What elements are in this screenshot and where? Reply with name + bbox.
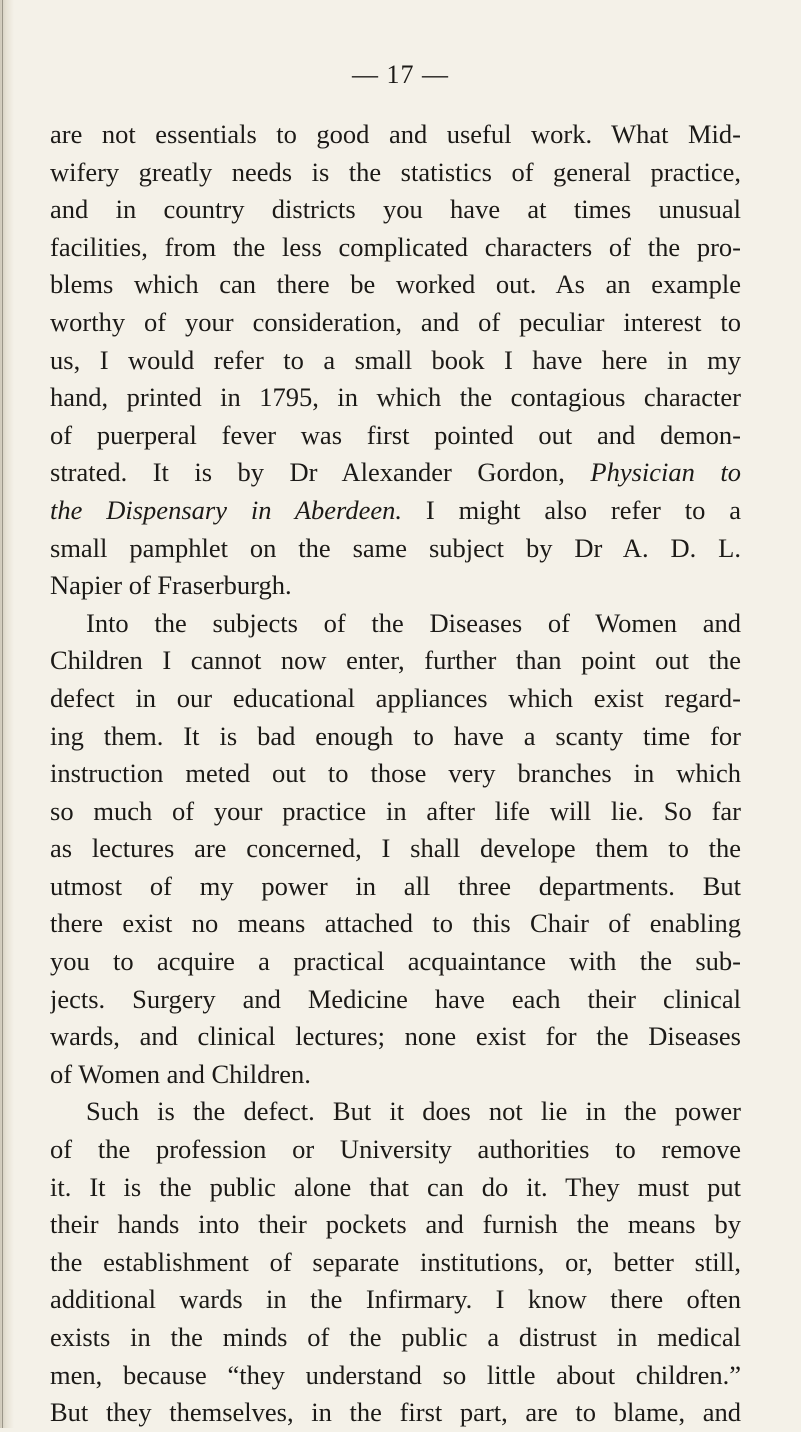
text-segment: I might also refer to a bbox=[402, 494, 741, 525]
text-line: are not essentials to good and useful work. What Mid- bbox=[50, 119, 741, 149]
page-binding-edge bbox=[0, 0, 14, 1428]
text-line bbox=[50, 492, 741, 530]
text-line: of the profession or University authorities to remove bbox=[50, 1134, 741, 1165]
text-line: jects. Surgery and Medicine have each their clinical bbox=[50, 983, 741, 1014]
text-line: and in country districts you have at times unusual bbox=[50, 194, 741, 225]
italic-title-segment: the Dispensary in Aberdeen. bbox=[50, 494, 403, 525]
text-line: the establishment of separate institutions, or, better still, bbox=[50, 1246, 741, 1277]
text-line: But they themselves, in the first part, are to blame, and bbox=[50, 1397, 741, 1428]
text-line: defect in our educational appliances which exist regard- bbox=[50, 682, 741, 713]
text-line: Napier of Fraserburgh. bbox=[50, 570, 292, 601]
text-line: blems which can there be worked out. As an example bbox=[50, 269, 741, 300]
text-line: ing them. It is bad enough to have a scanty time for bbox=[50, 720, 741, 751]
text-line: hand, printed in 1795, in which the contagious character bbox=[50, 382, 741, 413]
text-line: of Women and Children. bbox=[50, 1058, 311, 1089]
text-line: Such is the defect. But it does not lie in the power bbox=[86, 1096, 741, 1127]
text-line: exists in the minds of the public a distrust in medical bbox=[50, 1322, 741, 1352]
text-line: facilities, from the less complicated characters of the pro- bbox=[50, 231, 741, 262]
text-line: there exist no means attached to this Chair of enabling bbox=[50, 908, 741, 939]
text-line: Children I cannot now enter, further than point out the bbox=[50, 645, 741, 676]
text-line: it. It is the public alone that can do it. They must put bbox=[50, 1171, 741, 1202]
body-text bbox=[50, 116, 741, 1432]
text-line: their hands into their pockets and furnish the means by bbox=[50, 1209, 741, 1240]
italic-title-segment: Physician to bbox=[590, 457, 741, 488]
text-line: you to acquire a practical acquaintance with the sub- bbox=[50, 946, 741, 977]
text-line: small pamphlet on the same subject by Dr A. D. L. bbox=[50, 532, 741, 563]
text-line: additional wards in the Infirmary. I know there often bbox=[50, 1284, 741, 1315]
text-line: of puerperal fever was first pointed out and demon- bbox=[50, 419, 741, 450]
text-line: utmost of my power in all three departments. But bbox=[50, 870, 741, 901]
text-line: Into the subjects of the Diseases of Women and bbox=[86, 607, 741, 638]
text-line: wards, and clinical lectures; none exist for the Diseases bbox=[50, 1021, 741, 1052]
text-line: men, because “they understand so little about children.” bbox=[50, 1359, 741, 1390]
text-line bbox=[50, 454, 741, 492]
page-number: — 17 — bbox=[352, 60, 449, 89]
text-line: wifery greatly needs is the statistics of general practice, bbox=[50, 156, 741, 187]
text-line: instruction meted out to those very branches in which bbox=[50, 758, 741, 789]
text-line: us, I would refer to a small book I have here in my bbox=[50, 344, 741, 375]
text-segment: strated. It is by Dr Alexander Gordon, bbox=[50, 457, 591, 488]
text-line: worthy of your consideration, and of peculiar interest to bbox=[50, 306, 741, 337]
text-line: as lectures are concerned, I shall develope them to the bbox=[50, 833, 741, 864]
text-line: so much of your practice in after life will lie. So far bbox=[50, 795, 741, 826]
